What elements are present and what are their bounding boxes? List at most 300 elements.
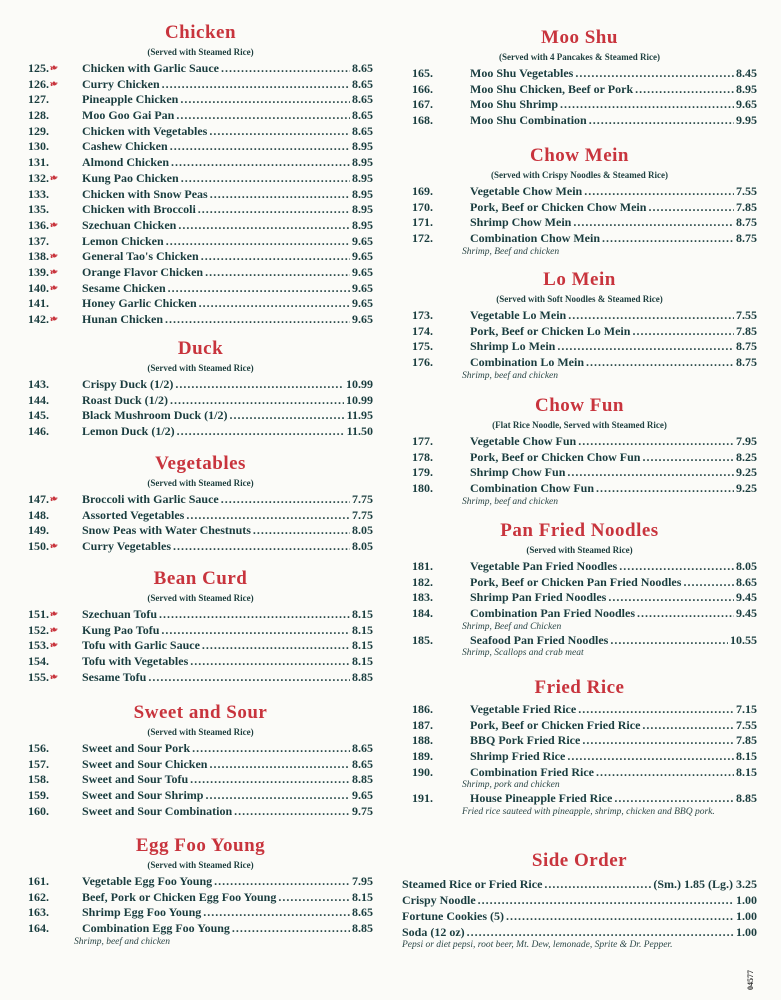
item-name: Hunan Chicken	[82, 312, 164, 326]
pepper-icon: ❧	[48, 313, 60, 326]
item-name: Vegetable Lo Mein	[470, 308, 567, 322]
item-number	[28, 772, 56, 788]
item-price: 8.95	[352, 217, 373, 232]
item-price: 9.65	[352, 249, 373, 264]
item-number-text: 149.	[28, 523, 49, 538]
item-number-text: 183.	[412, 590, 433, 605]
item-number	[412, 559, 452, 575]
item-number	[28, 377, 56, 393]
leader-dots	[180, 92, 350, 108]
print-code: 04577	[746, 970, 755, 990]
item-name: Lemon Chicken	[82, 233, 164, 248]
leader-dots	[506, 908, 734, 924]
leader-dots	[586, 355, 734, 371]
item-number-text: 179.	[412, 465, 433, 480]
item-number-text: 165.	[412, 66, 433, 80]
item-number	[28, 757, 56, 773]
menu-item	[28, 377, 373, 393]
pepper-icon: ❧	[48, 540, 60, 553]
item-number-text: 150.	[28, 539, 49, 554]
section-title: Egg Foo Young	[135, 835, 266, 856]
item-number-text: 153.	[28, 638, 49, 653]
section-title: Pan Fried Noodles	[500, 520, 659, 541]
item-number-text: 147.	[28, 492, 49, 506]
menu-item	[28, 61, 373, 77]
menu-item	[28, 741, 373, 757]
item-number	[28, 234, 56, 250]
menu-item	[28, 234, 373, 250]
leader-dots	[575, 66, 734, 82]
section-moo-shu	[402, 27, 757, 129]
item-name: Crispy Duck (1/2)	[82, 377, 174, 391]
item-price: 8.85	[736, 791, 757, 806]
leader-dots	[210, 187, 350, 203]
leader-dots	[170, 393, 344, 409]
menu-item	[28, 623, 373, 639]
item-number	[28, 217, 60, 234]
item-number	[412, 184, 452, 200]
menu-item	[402, 184, 757, 200]
item-number	[28, 92, 56, 108]
menu-item	[402, 339, 757, 355]
item-name: Moo Shu Vegetables	[470, 66, 574, 80]
item-number-text: 131.	[28, 155, 49, 170]
item-name: Moo Goo Gai Pan	[82, 108, 175, 123]
item-price: 8.75	[736, 215, 757, 230]
item-name: Steamed Rice or Fried Rice	[402, 877, 543, 891]
item-name: Sweet and Sour Shrimp	[82, 788, 204, 803]
menu-item	[402, 718, 757, 734]
item-number-text: 143.	[28, 377, 49, 391]
item-number-text: 180.	[412, 481, 433, 496]
item-price: 7.55	[736, 717, 757, 732]
item-price: 8.75	[736, 339, 757, 354]
item-number-text: 166.	[412, 81, 433, 96]
item-number	[412, 575, 452, 591]
item-note: Shrimp, beef and chicken	[462, 496, 559, 507]
item-number-text: 146.	[28, 424, 49, 439]
leader-dots	[214, 874, 350, 890]
leader-dots	[178, 218, 350, 234]
section-duck	[28, 338, 373, 440]
item-name: Chicken with Broccoli	[82, 202, 196, 217]
item-price: 8.15	[352, 654, 373, 669]
pepper-icon: ❧	[48, 77, 60, 91]
item-number	[412, 718, 452, 734]
item-number-text: 169.	[412, 184, 433, 198]
item-number-text: 181.	[412, 559, 433, 573]
section-lo-mein	[402, 269, 757, 382]
item-name: Beef, Pork or Chicken Egg Foo Young	[82, 889, 277, 904]
section-subtitle: (Served with Soft Noodles & Steamed Rice)	[496, 294, 663, 304]
leader-dots	[165, 312, 350, 328]
item-number-text: 159.	[28, 788, 49, 803]
menu-item	[402, 791, 757, 807]
item-number	[28, 788, 56, 804]
section-subtitle: (Served with Crispy Noodles & Steamed Rice)	[491, 170, 668, 180]
item-number-text: 136.	[28, 217, 49, 232]
leader-dots	[584, 184, 734, 200]
leader-dots	[683, 575, 734, 591]
item-number-text: 162.	[28, 889, 49, 904]
item-price: 8.65	[352, 756, 373, 771]
item-number	[412, 465, 452, 481]
item-name: Crispy Noodle	[402, 893, 476, 907]
leader-dots	[648, 200, 734, 216]
item-number	[28, 424, 56, 440]
section-fried-rice	[402, 677, 757, 818]
section-subtitle: (Served with Steamed Rice)	[147, 727, 254, 737]
item-number-text: 176.	[412, 355, 433, 370]
item-price: 8.85	[352, 772, 373, 787]
item-number-text: 171.	[412, 215, 433, 230]
item-number	[412, 481, 452, 497]
item-price: 7.95	[352, 874, 373, 888]
item-name: Combination Chow Fun	[470, 481, 595, 496]
leader-dots	[199, 296, 350, 312]
item-note: Shrimp, pork and chicken	[462, 780, 560, 791]
item-number	[412, 733, 452, 749]
item-name: Soda (12 oz)	[402, 925, 465, 939]
leader-dots	[171, 155, 350, 171]
item-number-text: 167.	[412, 97, 433, 112]
menu-item	[28, 523, 373, 539]
menu-item	[402, 590, 757, 606]
item-number-text: 125.	[28, 61, 49, 75]
menu-item	[28, 249, 373, 265]
leader-dots	[202, 638, 350, 654]
item-number-text: 164.	[28, 921, 49, 936]
item-number	[412, 97, 452, 113]
item-number	[28, 124, 56, 140]
item-price: 1.00	[736, 925, 757, 939]
side-order-item	[402, 908, 757, 924]
item-name: Pork, Beef or Chicken Chow Fun	[470, 449, 641, 464]
menu-item	[402, 82, 757, 98]
item-number-text: 139.	[28, 264, 49, 279]
item-name: Seafood Pan Fried Noodles	[470, 632, 609, 647]
item-number	[28, 312, 60, 328]
item-price: 8.95	[352, 202, 373, 217]
item-number	[412, 450, 452, 466]
item-name: Roast Duck (1/2)	[82, 392, 168, 407]
item-number	[28, 622, 60, 639]
menu-item	[402, 450, 757, 466]
item-price: 10.99	[346, 392, 373, 407]
menu-item	[402, 606, 757, 622]
item-price: 8.65	[352, 108, 373, 123]
leader-dots	[610, 633, 728, 649]
item-note: Shrimp, Beef and Chicken	[462, 621, 562, 632]
leader-dots	[614, 791, 734, 807]
item-number-text: 172.	[412, 231, 433, 246]
item-number-text: 182.	[412, 574, 433, 589]
menu-item	[28, 788, 373, 804]
item-price: 9.45	[736, 590, 757, 605]
leader-dots	[201, 249, 350, 265]
menu-item	[28, 281, 373, 297]
item-number-text: 148.	[28, 507, 49, 522]
item-price: 8.05	[736, 559, 757, 573]
item-number-text: 177.	[412, 434, 433, 448]
item-number-text: 190.	[412, 764, 433, 779]
item-number-text: 137.	[28, 233, 49, 248]
item-name: Lemon Duck (1/2)	[82, 424, 175, 439]
item-price: 1.00	[736, 909, 757, 923]
item-price: 8.05	[352, 523, 373, 538]
item-price: 8.65	[352, 123, 373, 138]
item-price: 9.25	[736, 465, 757, 480]
pepper-icon: ❧	[48, 639, 60, 653]
menu-item	[402, 97, 757, 113]
leader-dots	[642, 718, 734, 734]
item-name: Honey Garlic Chicken	[82, 296, 197, 311]
section-title: Chicken	[164, 22, 237, 43]
menu-item	[28, 77, 373, 93]
leader-dots	[557, 339, 734, 355]
pepper-icon: ❧	[48, 266, 60, 279]
item-price: 8.65	[352, 905, 373, 920]
menu-item	[402, 749, 757, 765]
menu-item	[28, 921, 373, 937]
section-subtitle: (Served with Steamed Rice)	[526, 545, 633, 555]
item-number-text: 178.	[412, 449, 433, 464]
item-number-text: 185.	[412, 632, 433, 647]
item-number-text: 129.	[28, 123, 49, 138]
leader-dots	[635, 82, 734, 98]
menu-item	[28, 492, 373, 508]
item-name: Chicken with Vegetables	[82, 123, 208, 138]
leader-dots	[190, 654, 350, 670]
item-number-text: 154.	[28, 654, 49, 669]
item-number	[28, 202, 56, 218]
item-number-text: 141.	[28, 296, 49, 311]
item-number	[28, 539, 60, 555]
item-number	[28, 492, 60, 508]
item-price: 8.95	[352, 155, 373, 170]
leader-dots	[229, 408, 344, 424]
item-price: 7.55	[736, 184, 757, 198]
section-title: Fried Rice	[534, 677, 625, 698]
menu-item	[402, 633, 757, 649]
item-price: 8.85	[352, 669, 373, 684]
item-price: 9.65	[352, 280, 373, 295]
item-name: BBQ Pork Fried Rice	[470, 733, 581, 748]
item-price: 8.75	[736, 355, 757, 370]
item-name: Vegetable Pan Fried Noodles	[470, 559, 618, 573]
item-number	[28, 654, 56, 670]
leader-dots	[253, 523, 350, 539]
item-name: Shrimp Pan Fried Noodles	[470, 590, 607, 605]
section-pan-fried-noodles	[402, 520, 757, 659]
menu-item	[28, 890, 373, 906]
menu-item	[28, 539, 373, 555]
item-name: Almond Chicken	[82, 155, 170, 170]
section-subtitle: (Served with Steamed Rice)	[147, 363, 254, 373]
side-order-item	[402, 876, 757, 892]
item-number-text: 126.	[28, 76, 49, 91]
leader-dots	[234, 804, 350, 820]
leader-dots	[278, 890, 350, 906]
item-name: Kung Pao Chicken	[82, 170, 179, 185]
item-number	[28, 249, 60, 265]
item-number-text: 158.	[28, 772, 49, 787]
item-number	[28, 280, 60, 297]
leader-dots	[632, 324, 734, 340]
leader-dots	[578, 702, 734, 718]
leader-dots	[637, 606, 734, 622]
item-name: Pork, Beef or Chicken Lo Mein	[470, 323, 631, 338]
item-number	[28, 76, 60, 93]
item-name: Sesame Chicken	[82, 280, 166, 295]
side-order-item	[402, 924, 757, 940]
menu-item	[402, 113, 757, 129]
section-chow-fun	[402, 395, 757, 508]
item-name: Pork, Beef or Chicken Pan Fried Noodles	[470, 574, 682, 589]
section-sweet-and-sour	[28, 702, 373, 819]
section-title: Chow Fun	[535, 395, 624, 416]
pepper-icon: ❧	[48, 250, 60, 264]
item-number	[28, 187, 56, 203]
item-note: Fried rice sauteed with pineapple, shrimp, chicken and BBQ pork.	[462, 807, 715, 818]
item-name: Shrimp Chow Mein	[470, 215, 572, 230]
item-price: 8.95	[352, 186, 373, 201]
leader-dots	[166, 234, 350, 250]
menu-item	[402, 702, 757, 718]
item-number	[28, 669, 60, 686]
item-number-text: 138.	[28, 249, 49, 264]
pepper-icon: ❧	[48, 670, 60, 684]
item-price: 9.65	[352, 296, 373, 311]
menu-item	[28, 202, 373, 218]
item-number-text: 160.	[28, 803, 49, 818]
leader-dots	[176, 108, 350, 124]
item-number	[28, 408, 56, 424]
item-number	[412, 82, 452, 98]
item-name: Moo Shu Chicken, Beef or Pork	[470, 81, 634, 96]
pepper-icon: ❧	[48, 623, 60, 637]
item-price: (Sm.) 1.85 (Lg.) 3.25	[653, 877, 757, 891]
leader-dots	[596, 481, 734, 497]
menu-item	[28, 508, 373, 524]
item-name: Pork, Beef or Chicken Chow Mein	[470, 199, 647, 214]
item-number	[28, 264, 60, 281]
item-name: Vegetable Egg Foo Young	[82, 874, 213, 888]
item-number	[28, 523, 56, 539]
item-name: Combination Lo Mein	[470, 355, 585, 370]
leader-dots	[467, 924, 734, 940]
leader-dots	[168, 281, 350, 297]
item-number	[412, 324, 452, 340]
menu-item	[28, 670, 373, 686]
item-number-text: 144.	[28, 392, 49, 407]
item-name: Moo Shu Shrimp	[470, 97, 559, 112]
item-number	[28, 170, 60, 187]
item-number	[28, 804, 56, 820]
item-number	[412, 702, 452, 718]
item-price: 9.65	[352, 264, 373, 279]
leader-dots	[209, 124, 350, 140]
leader-dots	[198, 202, 350, 218]
item-price: 1.00	[736, 893, 757, 907]
leader-dots	[148, 670, 350, 686]
item-name: Sweet and Sour Pork	[82, 741, 191, 755]
item-price: 8.45	[736, 66, 757, 80]
item-price: 7.85	[736, 733, 757, 748]
item-name: Sweet and Sour Combination	[82, 803, 233, 818]
leader-dots	[642, 450, 734, 466]
section-title: Sweet and Sour	[133, 702, 268, 723]
item-name: Orange Flavor Chicken	[82, 264, 204, 279]
item-name: Combination Pan Fried Noodles	[470, 606, 636, 621]
item-price: 8.05	[352, 539, 373, 554]
item-number-text: 189.	[412, 749, 433, 764]
leader-dots	[170, 139, 350, 155]
leader-dots	[544, 876, 651, 892]
leader-dots	[232, 921, 350, 937]
menu-item	[28, 312, 373, 328]
item-number-text: 140.	[28, 280, 49, 295]
item-name: Shrimp Egg Foo Young	[82, 905, 202, 920]
leader-dots	[161, 623, 350, 639]
pepper-icon: ❧	[48, 218, 60, 232]
item-name: Curry Chicken	[82, 76, 160, 91]
menu-item	[402, 324, 757, 340]
section-title: Duck	[177, 338, 224, 359]
item-number	[28, 607, 60, 623]
item-name: Moo Shu Combination	[470, 113, 587, 128]
item-price: 8.65	[352, 76, 373, 91]
item-name: House Pineapple Fried Rice	[470, 791, 613, 806]
item-name: Snow Peas with Water Chestnuts	[82, 523, 251, 538]
leader-dots	[560, 97, 734, 113]
item-name: General Tao's Chicken	[82, 249, 199, 264]
menu-item	[28, 772, 373, 788]
item-name: Combination Chow Mein	[470, 231, 601, 246]
pepper-icon: ❧	[48, 171, 60, 185]
item-number	[412, 590, 452, 606]
menu-item	[28, 124, 373, 140]
pepper-icon: ❧	[48, 62, 60, 75]
leader-dots	[602, 231, 734, 247]
section-subtitle: (Served with 4 Pancakes & Steamed Rice)	[499, 52, 660, 62]
item-price: 8.95	[352, 170, 373, 185]
item-name: Tofu with Garlic Sauce	[82, 638, 200, 653]
leader-dots	[192, 741, 350, 757]
item-price: 11.50	[346, 424, 373, 439]
section-subtitle: (Served with Steamed Rice)	[147, 478, 254, 488]
item-price: 8.85	[352, 921, 373, 936]
item-price: 9.65	[736, 97, 757, 112]
leader-dots	[478, 892, 734, 908]
item-price: 11.95	[346, 408, 373, 423]
menu-item	[402, 355, 757, 371]
section-title: Chow Mein	[530, 145, 629, 166]
item-price: 9.65	[352, 233, 373, 248]
item-number-text: 156.	[28, 741, 49, 755]
menu-item	[402, 559, 757, 575]
menu-item	[402, 66, 757, 82]
menu-item	[402, 200, 757, 216]
menu-item	[402, 733, 757, 749]
item-price: 8.15	[352, 889, 373, 904]
section-title: Bean Curd	[153, 568, 248, 589]
item-number	[412, 215, 452, 231]
pepper-icon: ❧	[48, 493, 60, 506]
item-name: Kung Pao Tofu	[82, 622, 160, 637]
leader-dots	[177, 424, 345, 440]
item-name: Combination Egg Foo Young	[82, 921, 230, 936]
